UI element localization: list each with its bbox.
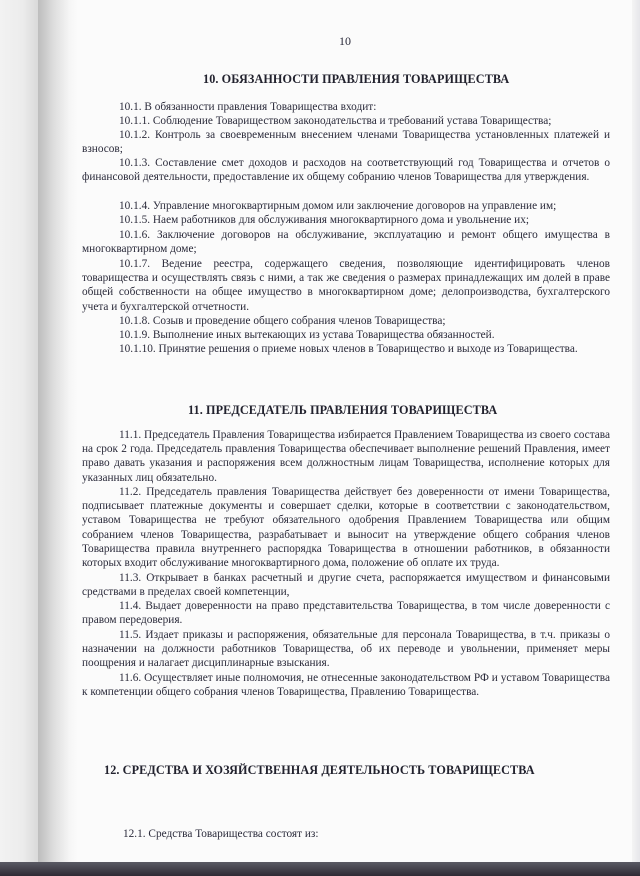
- paragraph-12-1: 12.1. Средства Товарищества состоят из:: [123, 828, 319, 840]
- paragraph-10-1: 10.1. В обязанности правления Товарищества входит:: [119, 101, 377, 113]
- paragraph-10-1-4: 10.1.4. Управление многоквартирным домом или заключение договоров на управление им;: [119, 200, 557, 212]
- paragraph-10-1-8: 10.1.8. Созыв и проведение общего собрания членов Товарищества;: [119, 315, 446, 327]
- paragraph-11-1: 11.1. Председатель Правления Товарищества избирается Правлением Товарищества из своего состава на срок 2 года. Председатель правления Товарищества обеспечивает выполнение решений Правления, имеет право давать указания и распоряжения всем должностным лицам Товарищества, исполнение которых для указанных лиц обязательно.: [82, 429, 610, 484]
- section-11-heading: 11. ПРЕДСЕДАТЕЛЬ ПРАВЛЕНИЯ ТОВАРИЩЕСТВА: [188, 403, 498, 417]
- page-number: 10: [339, 34, 351, 48]
- paragraph-11-5: 11.5. Издает приказы и распоряжения, обязательные для персонала Товарищества, в т.ч. приказы о назначении на должности работников Товарищества, об их переводе и увольнении, применяет меры поощрения и налагает дисциплинарные взыскания.: [82, 629, 610, 670]
- section-10-heading: 10. ОБЯЗАННОСТИ ПРАВЛЕНИЯ ТОВАРИЩЕСТВА: [203, 72, 510, 86]
- paragraph-10-1-5: 10.1.5. Наем работников для обслуживания многоквартирного дома и увольнение их;: [119, 214, 529, 226]
- paragraph-11-2: 11.2. Председатель правления Товарищества действует без доверенности от имени Товарищества, подписывает платежные документы и совершает сделки, которые в соответствии с законодательством, уставом Товарищества не требуют обязательного одобрения Правлением Товарищества или общим собранием членов Товарищества, разрабатывает и выносит на утверждение общего собрания членов Товарищества правила внутреннего распорядка Товарищества в отношении работников, в обязанности которых входит обслуживание многоквартирного дома, положение об оплате их труда.: [82, 486, 610, 570]
- paragraph-10-1-9: 10.1.9. Выполнение иных вытекающих из устава Товарищества обязанностей.: [119, 329, 495, 341]
- paragraph-10-1-2: 10.1.2. Контроль за своевременным внесением членами Товарищества установленных платежей и взносов;: [82, 129, 610, 156]
- paragraph-10-1-10: 10.1.10. Принятие решения о приеме новых членов в Товарищество и выходе из Товарищества.: [119, 343, 578, 355]
- paragraph-10-1-3: 10.1.3. Составление смет доходов и расходов на соответствующий год Товарищества и отчетов о финансовой деятельности, предоставление их общему собранию членов Товарищества для утверждения.: [82, 157, 610, 184]
- paragraph-11-4: 11.4. Выдает доверенности на право представительства Товарищества, в том числе доверенности с правом передоверия.: [82, 600, 610, 627]
- paragraph-10-1-7: 10.1.7. Ведение реестра, содержащего сведения, позволяющие идентифицировать членов товарищества и осуществлять связь с ними, а так же сведения о размерах принадлежащих им долей в праве общей собственности на общее имущество в многоквартирном доме; делопроизводства, бухгалтерского учета и бухгалтерской отчетности.: [82, 258, 610, 313]
- paragraph-11-6: 11.6. Осуществляет иные полномочия, не отнесенные законодательством РФ и уставом Товарищества к компетенции общего собрания членов Товарищества, Правлению Товарищества.: [82, 672, 610, 699]
- paragraph-10-1-6: 10.1.6. Заключение договоров на обслуживание, эксплуатацию и ремонт общего имущества в многоквартирном доме;: [82, 229, 610, 256]
- paragraph-10-1-1: 10.1.1. Соблюдение Товариществом законодательства и требований устава Товарищества;: [119, 115, 552, 127]
- paragraph-11-3: 11.3. Открывает в банках расчетный и другие счета, распоряжается имуществом и финансовыми средствами в пределах своей компетенции,: [82, 572, 610, 599]
- section-12-heading: 12. СРЕДСТВА И ХОЗЯЙСТВЕННАЯ ДЕЯТЕЛЬНОСТЬ ТОВАРИЩЕСТВА: [104, 763, 535, 777]
